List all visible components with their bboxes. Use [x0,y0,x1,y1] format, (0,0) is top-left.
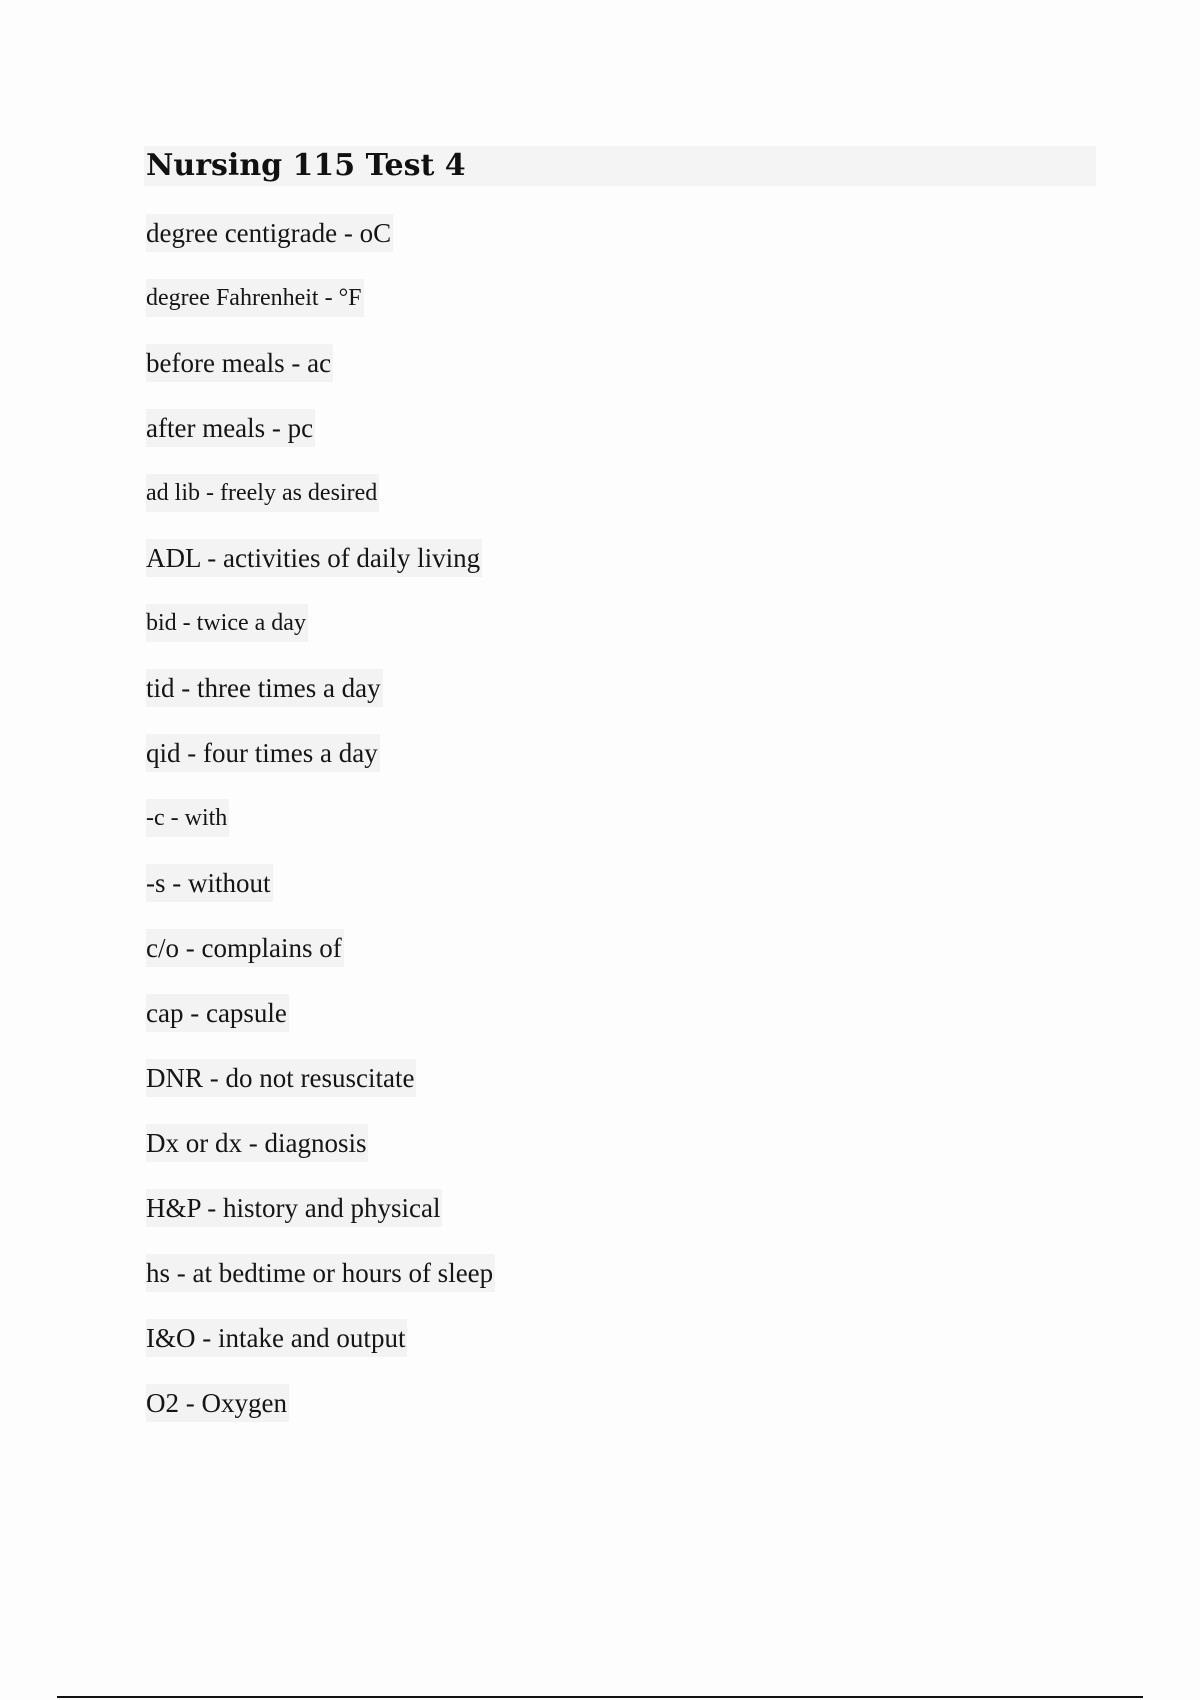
list-item [146,734,1046,799]
list-item [146,539,1046,604]
list-item [146,474,1046,539]
list-item-text: tid - three times a day [146,669,383,707]
list-item-text: before meals - ac [146,344,333,382]
list-item-text: I&O - intake and output [146,1319,407,1357]
list-item [146,1189,1046,1254]
list-item [146,669,1046,734]
list-item-text: bid - twice a day [146,604,308,642]
list-item [146,409,1046,474]
list-item-text: qid - four times a day [146,734,380,772]
footer-divider [57,1696,1143,1698]
list-item [146,1319,1046,1384]
abbreviation-list [146,214,1046,1449]
list-item-text: O2 - Oxygen [146,1384,289,1422]
list-item [146,1384,1046,1449]
list-item-text: cap - capsule [146,994,289,1032]
list-item [146,929,1046,994]
list-item-text: c/o - complains of [146,929,344,967]
list-item [146,604,1046,669]
list-item-text: after meals - pc [146,409,315,447]
list-item [146,1124,1046,1189]
list-item [146,799,1046,864]
list-item-text: -s - without [146,864,273,902]
list-item [146,214,1046,279]
list-item [146,864,1046,929]
list-item-text: ad lib - freely as desired [146,474,379,512]
document-title: Nursing 115 Test 4 [146,148,466,183]
list-item-text: hs - at bedtime or hours of sleep [146,1254,495,1292]
list-item-text: H&P - history and physical [146,1189,442,1227]
list-item-text: Dx or dx - diagnosis [146,1124,368,1162]
list-item-text: -c - with [146,799,229,837]
list-item-text: ADL - activities of daily living [146,539,482,577]
list-item [146,279,1046,344]
list-item [146,344,1046,409]
list-item [146,994,1046,1059]
list-item-text: DNR - do not resuscitate [146,1059,416,1097]
list-item [146,1059,1046,1124]
list-item-text: degree centigrade - oC [146,214,393,252]
list-item [146,1254,1046,1319]
list-item-text: degree Fahrenheit - °F [146,279,364,317]
